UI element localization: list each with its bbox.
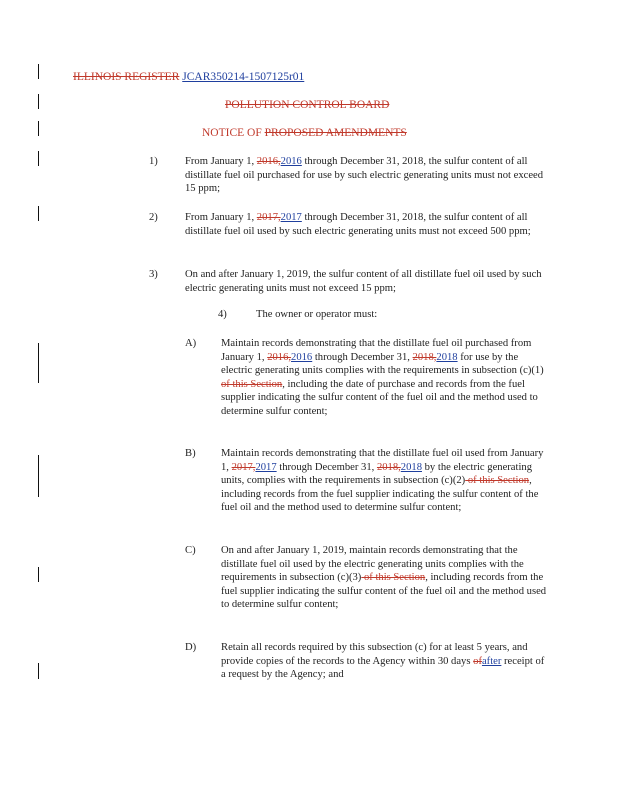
change-bar — [38, 94, 39, 109]
item-letter: A) — [185, 338, 197, 349]
item-3-text: On and after January 1, 2019, the sulfur content of all distillate fuel oil used by such electric generating units must not exceed 15 ppm; — [185, 269, 542, 294]
item-number: 4) — [218, 309, 227, 320]
item-letter: C) — [185, 545, 196, 556]
board-deleted: POLLUTION CONTROL BOARD — [225, 99, 390, 111]
change-bar — [38, 121, 39, 136]
register-deleted: ILLINOIS REGISTER — [73, 71, 180, 83]
item-b-text: Maintain records demonstrating that the distillate fuel oil used from January 1, 2017,2017 through December 31, 2018,2018 by the electric generating units, complies with the requirements in subsection (c)(2) of this Section, including records from the fuel supplier indicating the sulfur content of the fuel oil and the method used to determine sulfur content; — [221, 448, 544, 514]
register-header — [73, 70, 304, 84]
change-bar — [38, 343, 39, 383]
notice-plain: NOTICE OF — [202, 127, 262, 139]
notice-deleted: PROPOSED AMENDMENTS — [264, 127, 407, 139]
item-c-text: On and after January 1, 2019, maintain records demonstrating that the distillate fuel oil used by the electric generating units complies with the requirements in subsection (c)(3) of this Section, including records from the fuel supplier indicating the sulfur content of the fuel oil and the method used to determine sulfur content; — [221, 545, 547, 611]
item-d-text: Retain all records required by this subsection (c) for at least 5 years, and provide copies of the records to the Agency within 30 days ofafter receipt of a request by the Agency; and — [221, 642, 545, 681]
change-bar — [38, 567, 39, 582]
item-number: 1) — [149, 156, 158, 167]
board-title — [225, 98, 389, 112]
item-4-text: The owner or operator must: — [256, 309, 378, 320]
item-number: 3) — [149, 269, 158, 280]
item-1-text: From January 1, 2016,2016 through December 31, 2018, the sulfur content of all distillate fuel oil purchased for use by such electric generating units must not exceed 15 ppm; — [185, 156, 544, 195]
item-letter: D) — [185, 642, 197, 653]
change-bar — [38, 64, 39, 79]
register-inserted: JCAR350214-1507125r01 — [182, 71, 305, 83]
item-number: 2) — [149, 212, 158, 223]
notice-title — [202, 126, 407, 140]
item-letter: B) — [185, 448, 196, 459]
change-bar — [38, 455, 39, 497]
item-a-text: Maintain records demonstrating that the distillate fuel oil purchased from January 1, 2016,2016 through December 31, 2018,2018 for use by the electric generating units complies with the requirements in subsection (c)(1) of this Section, including the date of purchase and records from the fuel supplier indicating the sulfur content of the fuel oil and the method used to determine sulfur content; — [221, 338, 544, 417]
item-2-text: From January 1, 2017,2017 through December 31, 2018, the sulfur content of all distillate fuel oil used by such electric generating units must not exceed 500 ppm; — [185, 212, 531, 237]
change-bar — [38, 206, 39, 221]
change-bar — [38, 663, 39, 679]
change-bar — [38, 151, 39, 166]
